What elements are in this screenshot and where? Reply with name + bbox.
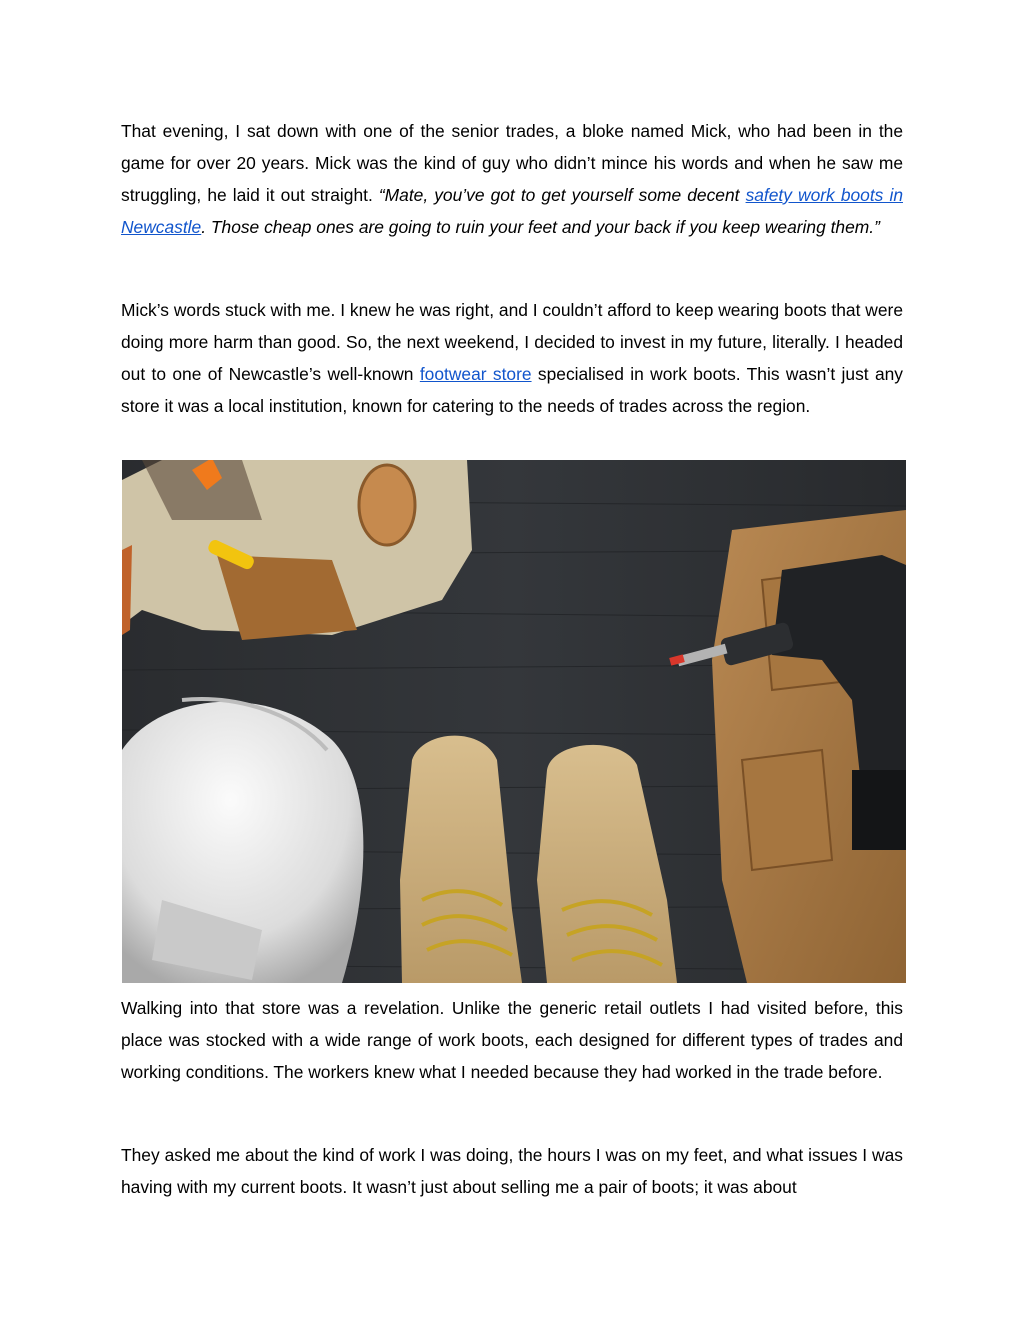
hard-hat [122, 699, 363, 983]
paragraph-text: That evening, I sat down with one of the senior trades, a bloke named Mick, who had been in the game for over 20 years. Mick was the kind of guy who didn’t mince his words and when he saw me struggling, he laid it out straight. [121, 121, 903, 205]
work-gear-photo [122, 460, 906, 983]
paragraph-text-continued: specialised in work boots. This wasn’t just any store it was a local institution, known for catering to the needs of trades across the region. [121, 364, 903, 416]
quote-start: “Mate, you’ve got to get yourself some decent [378, 185, 746, 205]
paragraph-store-visit [121, 294, 903, 422]
quote-end: . Those cheap ones are going to ruin your feet and your back if you keep wearing them.” [201, 217, 880, 237]
paragraph-mick-advice [121, 115, 903, 243]
paragraph-store-revelation: Walking into that store was a revelation. Unlike the generic retail outlets I had visited before, this place was stocked with a wide range of work boots, each designed for different types of trades and working conditions. The workers knew what I needed because they had worked in the trade before. [121, 998, 903, 1082]
paragraph-text: Mick’s words stuck with me. I knew he was right, and I couldn’t afford to keep wearing boots that were doing more harm than good. So, the next weekend, I decided to invest in my future, literally. I headed out to one of Newcastle’s well-known [121, 300, 903, 384]
paragraph-store-questions: They asked me about the kind of work I was doing, the hours I was on my feet, and what issues I was having with my current boots. It wasn’t just about selling me a pair of boots; it was about [121, 1145, 903, 1197]
footwear-store-link[interactable]: footwear store [419, 364, 532, 384]
safety-work-boots-link[interactable]: safety work boots in Newcastle [121, 185, 903, 237]
